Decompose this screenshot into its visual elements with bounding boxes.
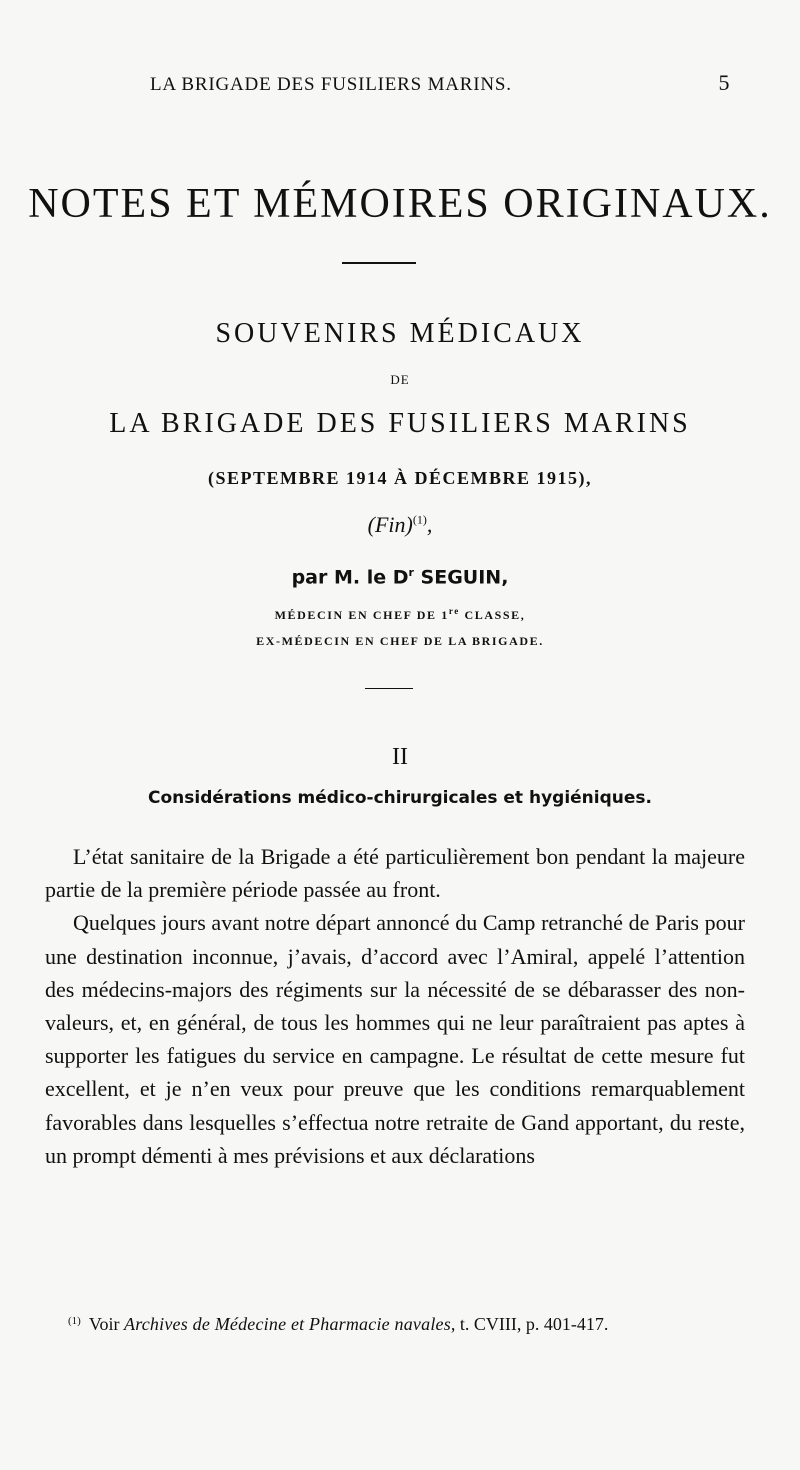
page-number: 5 xyxy=(718,70,730,95)
body-text xyxy=(45,840,745,1172)
running-head xyxy=(150,70,730,96)
author-prefix: par M. le D xyxy=(291,566,409,589)
author-affiliation-1 xyxy=(0,606,800,623)
footnote xyxy=(68,1314,760,1335)
fin-text: (Fin) xyxy=(367,512,413,537)
footnote-journal: Archives de Médecine et Pharmacie navales xyxy=(124,1314,451,1334)
author-affiliation-2: EX-MÉDECIN EN CHEF DE LA BRIGADE. xyxy=(256,634,544,648)
article-fin xyxy=(0,512,800,538)
author-title-sup: r xyxy=(408,566,414,579)
paragraph: Quelques jours avant notre départ annoncé du Camp retranché de Paris pour une destination inconnue, j’avais, d’accord avec l’Amiral, appelé l’attention des médecins-majors des régiments sur la nécessité de se débarasser des non-valeurs, et, en général, de tous les hommes qui ne leur paraîtraient pas aptes à supporter les fatigues du service en campagne. Le résultat de cette mesure fut excellent, et je n’en veux pour preuve que les conditions remarquablement favorables dans lesquelles s’effectua notre retraite de Gand apportant, du reste, un prompt démenti à mes prévisions et aux déclarations xyxy=(45,910,745,1168)
running-head-title: LA BRIGADE DES FUSILIERS MARINS. xyxy=(150,74,512,95)
affiliation1-a: MÉDECIN EN CHEF DE 1 xyxy=(274,608,449,622)
paragraph: L’état sanitaire de la Brigade a été particulièrement bon pendant la majeure partie de la première période passée au front. xyxy=(45,844,745,903)
section-title: NOTES ET MÉMOIRES ORIGINAUX. xyxy=(28,181,772,227)
divider-rule xyxy=(342,262,416,264)
author-line xyxy=(0,566,800,588)
divider-rule-short xyxy=(365,688,413,689)
section-number: II xyxy=(392,744,408,770)
affiliation1-sup: re xyxy=(448,606,460,616)
section-subheading: Considérations médico-chirurgicales et hygiéniques. xyxy=(148,788,652,808)
article-dates: (SEPTEMBRE 1914 À DÉCEMBRE 1915), xyxy=(207,468,593,488)
author-name: SEGUIN, xyxy=(413,566,509,589)
footnote-prefix: Voir xyxy=(88,1314,125,1334)
footnote-suffix: , t. CVIII, p. 401-417. xyxy=(450,1314,609,1334)
article-title-line1: SOUVENIRS MÉDICAUX xyxy=(215,318,585,349)
fin-trail: , xyxy=(426,512,433,537)
article-title-line2: DE xyxy=(390,372,410,387)
footnote-mark: (1) xyxy=(68,1315,81,1327)
footnote-ref[interactable]: (1) xyxy=(412,512,427,527)
article-title-line3: LA BRIGADE DES FUSILIERS MARINS xyxy=(109,408,691,439)
affiliation1-b: CLASSE, xyxy=(459,608,526,622)
